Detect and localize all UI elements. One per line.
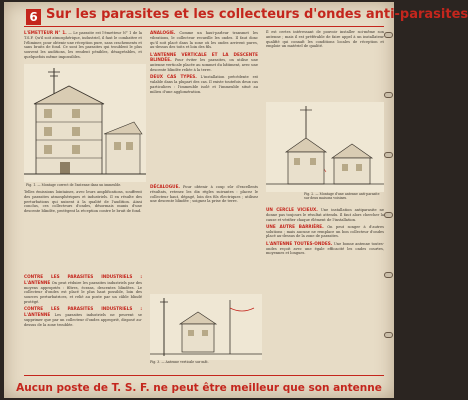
section-heading: ANALOGIE. bbox=[150, 30, 176, 35]
middle-column-top bbox=[150, 30, 258, 96]
right-column-top bbox=[266, 30, 384, 51]
section-heading: CONTRE LES PARASITES INDUSTRIELS : L'ANTENNE bbox=[24, 306, 142, 318]
paragraph: On peut réduire les parasites industriels par des moyens appropriés : filtres, écrans, descentes blindées. Le collecteur d'ondes est placé le plus haut possible, loin des sources perturbatrices, et relié au poste par un câble blindé protégé. bbox=[24, 280, 142, 304]
middle-column-bottom bbox=[150, 184, 258, 206]
paragraph: Une installation antiparasite ne donne pas toujours le résultat attendu. Il faut alors chercher la cause et vérifier chaque élément de l'installation. bbox=[266, 208, 385, 222]
paragraph: Pour éviter les parasites, on utilise une antenne verticale placée au sommet du bâtiment, avec une descente blindée reliée à la terre. bbox=[150, 58, 258, 73]
binder-ring bbox=[384, 332, 393, 338]
left-column-bottom bbox=[24, 274, 142, 329]
paragraph: Il est certes intéressant de pouvoir installer soi-même son antenne ; mais il est préférable de faire appel à un installateur qualifié qui connaît les conditions locales de réception et emploie un matériel de qualité. bbox=[266, 30, 384, 49]
paragraph: Les parasites industriels ne peuvent se supprimer que par un collecteur d'ondes approprié, disposé au-dessus de la zone troublée. bbox=[24, 313, 142, 327]
houses-illustration bbox=[266, 102, 384, 192]
paragraph: Pour obtenir à coup sûr d'excellents résultats, retenez les dix règles suivantes : placez le collecteur haut, dégagé, loin des fils électriques ; utilisez une descente blindée ; soignez la prise de terre. bbox=[150, 185, 258, 204]
section-heading: L'ANTENNE VERTICALE ET LA DESCENTE BLINDÉE. bbox=[150, 51, 258, 63]
title-rule bbox=[24, 26, 384, 27]
mast-illustration bbox=[150, 294, 262, 360]
figure-building bbox=[24, 64, 146, 182]
binder-ring bbox=[384, 152, 393, 158]
paragraph: Comme un haut-parleur transmet les vibrations, le collecteur recueille les ondes. Il faut donc qu'il soit placé dans la zone où les ondes arrivent pures, au-dessus des toits et loin des fils. bbox=[150, 31, 258, 50]
section-heading: DÉCALOGUE. bbox=[150, 184, 181, 189]
section-heading: L'ANTENNE TOUTES-ONDES. bbox=[266, 240, 333, 246]
binder-ring bbox=[384, 92, 393, 98]
binder-ring bbox=[384, 32, 393, 38]
section-heading: UN CERCLE VICIEUX. bbox=[266, 207, 318, 212]
building-illustration bbox=[24, 64, 146, 182]
right-column-bottom bbox=[266, 207, 384, 258]
binder-ring bbox=[384, 272, 393, 278]
section-heading: DEUX CAS TYPES. bbox=[150, 74, 197, 80]
paragraph: Une bonne antenne toutes-ondes reçoit avec une égale efficacité les ondes courtes, moyennes et longues. bbox=[266, 241, 384, 256]
section-number: 6 bbox=[26, 9, 41, 25]
figure-mast bbox=[150, 294, 262, 360]
section-heading: CONTRE LES PARASITES INDUSTRIELS : L'ANTENNE bbox=[24, 274, 142, 285]
figure-caption: Fig. 3. — Antenne verticale sur mât. bbox=[150, 360, 209, 364]
figure-caption: Fig. 1. — Montage correct de l'antenne dans un immeuble. bbox=[26, 183, 122, 187]
footer-slogan: Aucun poste de T. S. F. ne peut être meilleur que son antenne bbox=[16, 382, 382, 394]
footer-rule bbox=[24, 375, 384, 376]
figure-two-houses bbox=[266, 102, 384, 192]
section-heading: L'EMETTEUR N° 1. bbox=[24, 30, 67, 35]
paragraph: On peut songer à d'autres solutions ; mais aucune ne remplace un bon collecteur d'ondes placé au-dessus de la zone de parasites. bbox=[266, 224, 384, 239]
paragraph: Telles émissions lointaines, avec leurs amplifications, souffrent des parasites atmosphériques et industriels. Il en résulte des perturbations qui nuisent à la qualité de l'audition. Ainsi conclus, ces collecteurs d'ondes, désormais munis d'une descente blindée, protègent la réception contre le bruit de fond. bbox=[24, 190, 142, 214]
section-heading: UNE AUTRE BARRIÈRE. bbox=[266, 223, 324, 229]
figure-caption: Fig. 2. — Montage d'une antenne anti-parasite sur deux maisons voisines. bbox=[304, 192, 380, 200]
binder-ring bbox=[384, 212, 393, 218]
document-page bbox=[4, 2, 468, 398]
page-title: Sur les parasites et les collecteurs d'ondes anti-parasites bbox=[46, 7, 468, 22]
paragraph: — Le parasite est l'émetteur N° 1 de la T.S.F. Qu'il soit atmosphérique, industriel, il faut le combattre et l'éliminer, pour obtenir une réception pure, sans crachements et sans bruits de fond. Ce sont les parasites qui troublent le plus souvent les auditions, les rendent pénibles, désagréables, et quelquefois même impossibles. bbox=[24, 31, 142, 59]
left-column-top bbox=[24, 30, 142, 61]
left-column-middle bbox=[24, 190, 142, 215]
paragraph: L'installation précédente est valable dans la plupart des cas. Il existe toutefois deux cas particuliers : l'immeuble isolé et l'immeuble situé au milieu d'une agglomération. bbox=[150, 75, 258, 94]
